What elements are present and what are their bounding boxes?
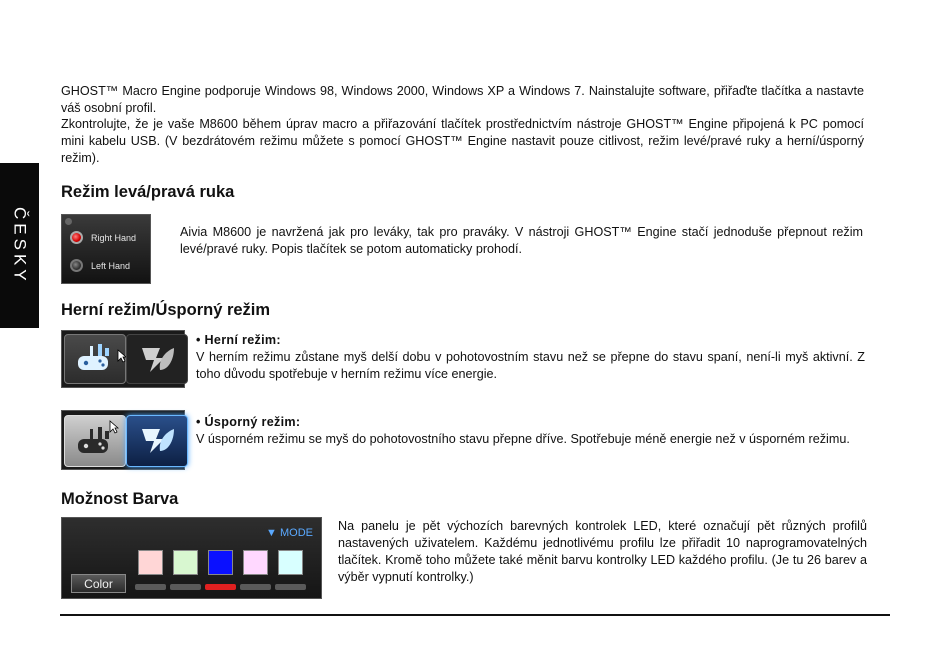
color-panel-screenshot: [61, 517, 322, 599]
footer-divider: [60, 614, 890, 616]
led-color-swatch[interactable]: [208, 550, 233, 575]
profile-indicator-bar[interactable]: [135, 584, 166, 590]
game-mode-block: [196, 332, 865, 383]
language-label: ČESKY: [10, 206, 30, 285]
eco-mode-toggle[interactable]: [126, 415, 188, 467]
eco-mode-toggle[interactable]: [126, 334, 188, 384]
gamepad-icon: [74, 340, 116, 378]
language-tab: [0, 163, 39, 328]
color-option-text: Na panelu je pět výchozích barevných kontrolek LED, které označují pět různých profilů nastavených uživatelem. Každému jednotlivému profilu lze přiřadit 10 naprogramovatelných tlačítek. Kromě toho můžete také měnit barvu kontrolky LED každého profilu. (Je tu 26 barev a výběr vypnutí kontrolky.): [338, 519, 867, 584]
led-color-swatch[interactable]: [138, 550, 163, 575]
profile-indicator-bar[interactable]: [275, 584, 306, 590]
game-mode-title: • Herní režim:: [196, 333, 281, 347]
intro-paragraph-1: GHOST™ Macro Engine podporuje Windows 98, Windows 2000, Windows XP a Windows 7. Nainstalujte software, přiřaďte tlačítka a nastavte váš osobní profil.: [61, 84, 864, 115]
left-hand-label: Left Hand: [91, 260, 131, 271]
eco-mode-text: V úsporném režimu se myš do pohotovostního stavu přepne dříve. Spotřebuje méně energie než v úsporném režimu.: [196, 432, 850, 446]
color-option-heading: Možnost Barva: [61, 490, 179, 508]
mode-dropdown-label[interactable]: ▼ MODE: [266, 527, 313, 539]
game-mode-toggle[interactable]: [64, 334, 126, 384]
profile-indicator-bar[interactable]: [240, 584, 271, 590]
intro-paragraph-2: Zkontrolujte, že je vaše M8600 během úprav macro a přiřazování tlačítek prostřednictvím nástroje GHOST™ Engine připojená k PC pomocí mini kabelu USB. (V bezdrátovém režimu můžete s pomocí GHOST™ Engine nastavit pouze citlivost, režim levé/pravé ruky a herní/úsporný režim).: [61, 117, 864, 165]
game-mode-text: V herním režimu zůstane myš delší dobu v pohotovostním stavu než se přepne do stavu spaní, není-li myš aktivní. Z toho důvodu spotřebuje v herním režimu více energie.: [196, 350, 865, 381]
left-hand-option[interactable]: [70, 259, 130, 272]
eco-mode-block: [196, 414, 865, 448]
battery-leaf-icon: [136, 340, 178, 378]
radio-unselected-icon: [70, 259, 83, 272]
led-color-swatch[interactable]: [243, 550, 268, 575]
color-button[interactable]: Color: [71, 574, 126, 593]
profile-indicator-bar[interactable]: [170, 584, 201, 590]
panel-corner-icon: [65, 218, 72, 225]
right-hand-label: Right Hand: [91, 232, 137, 243]
right-hand-option[interactable]: [70, 231, 136, 244]
led-color-swatch[interactable]: [278, 550, 303, 575]
radio-selected-icon: [70, 231, 83, 244]
hand-mode-heading: Režim levá/pravá ruka: [61, 183, 235, 201]
game-mode-screenshot: [61, 330, 185, 388]
eco-mode-title: • Úsporný režim:: [196, 415, 301, 429]
game-mode-toggle[interactable]: [64, 415, 126, 467]
hand-mode-screenshot: [61, 214, 151, 284]
power-mode-heading: Herní režim/Úsporný režim: [61, 301, 271, 319]
hand-mode-text: Aivia M8600 je navržená jak pro leváky, tak pro praváky. V nástroji GHOST™ Engine stačí jednoduše přepnout režim levé/pravé ruky. Popis tlačítek se potom automaticky prohodí.: [180, 225, 863, 256]
led-color-swatch[interactable]: [173, 550, 198, 575]
battery-leaf-icon: [136, 421, 178, 461]
profile-indicator-bar[interactable]: [205, 584, 236, 590]
cursor-icon: [109, 420, 119, 434]
eco-mode-screenshot: [61, 410, 185, 470]
